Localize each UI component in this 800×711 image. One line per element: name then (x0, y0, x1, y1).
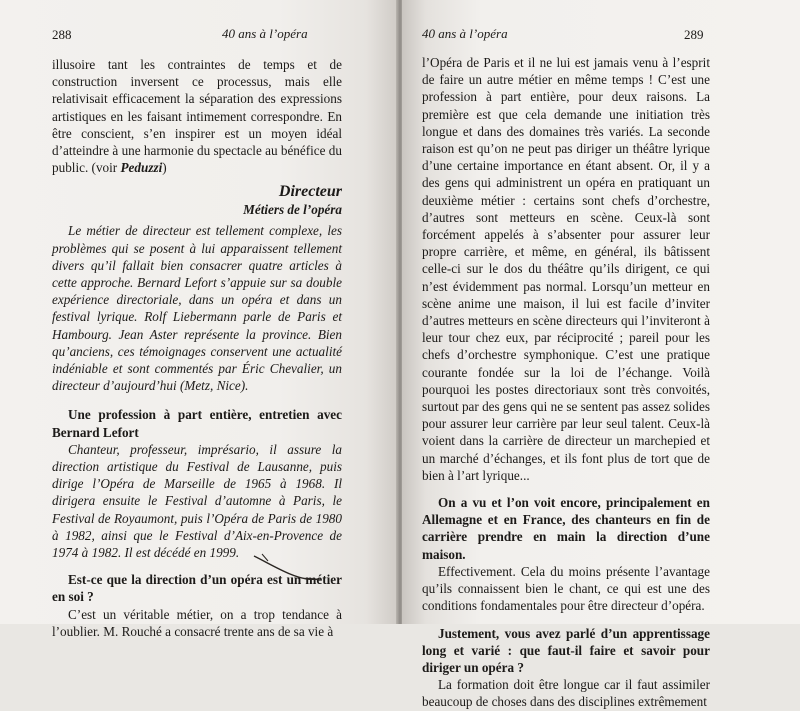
intro-paragraph (52, 56, 342, 176)
question-2: On a vu et l’on voit encore, principalement en Allemagne et en France, des chanteurs en fin de carrière prendre en main la direction d’une maison. (422, 495, 710, 562)
biography: Chanteur, professeur, imprésario, il assure la direction artistique du Festival de Lausanne, puis dirige l’Opéra de Marseille de 1965 à 1968. Il dirigera ensuite le Festival d’automne à Paris, le Festival de Royaumont, puis l’Opéra de Paris de 1980 à 1982, ainsi que le Festival d’Aix-en-Provence de 1974 à 1982. Il est décédé en 1999. (52, 441, 342, 561)
pen-mark-icon (252, 552, 322, 582)
section-title: Directeur (278, 183, 342, 201)
italic-introduction: Le métier de directeur est tellement complexe, les problèmes qui se posent à lui apparaissent tellement divers qu’il fallait bien consacrer quatre articles à cette approche. Bernard Lefort s’appuie sur sa double expérience directoriale, dans un opéra et dans un festival lyrique. Rolf Liebermann parle de Paris et Hambourg. Jean Aster représente la province. Bien qu’anciens, ces témoignages conservent une actualité indéniable et sont commentés par Éric Chevalier, un directeur d’aujourd’hui (Metz, Nice). (52, 223, 342, 394)
answer-1-continued: l’Opéra de Paris et il ne lui est jamais venu à l’esprit de faire un autre métier en même temps ! C’est une profession à part entière, pour deux raisons. La première est que cela demande une initiation très longue et dans des domaines très variés. La seconde raison est qu’on ne peut pas diriger un théâtre lyrique d’une certaine importance en étant absent. Or, il y a des gens qui administrent un opéra en pratiquant un deuxième métier : certains sont chefs d’orchestre, d’autres sont metteurs en scène. Ceux-là sont forcément appelés à s’absenter pour assurer leur propre carrière, et même, en général, ils bâtissent celle-ci sur le dos du théâtre qu’ils dirigent, ce qui n’est évidemment pas normal. Lorsqu’un metteur en scène anime une maison, il lui est facile d’inviter d’autres metteurs en scène directeurs qui l’inviteront à leur tour chez eux, par réciprocité ; pareil pour les chefs d’orchestre symphonique. C’est une pratique courante fondée sur la loi de l’échange. Voilà pourquoi les postes directoriaux sont très convoités, surtout par des gens qui ne se sentent pas assez solides pour assurer leur carrière par leur seul talent. Ceux-là voient dans la carrière de directeur un marchepied et un marché d’échanges, et ils font plus de tort que de bien à l’art lyrique... (422, 55, 710, 483)
left-page (0, 0, 398, 639)
intro-text: illusoire tant les contraintes de temps et de construction inversent ce processus, mais elle relativisait efficacement la séparation des expressions artistiques en les faisant intimement correspondre. En être conscient, s’en inspirer est un moyen idéal d’atteindre à une harmonie du spectacle au bénéfice du public. (voir (52, 57, 342, 176)
question-1: Est-ce que la direction d’un opéra est un métier en soi ? (52, 572, 342, 605)
answer-3-start: La formation doit être longue car il faut assimiler beaucoup de choses dans des disciplines extrêmement (422, 677, 710, 710)
answer-1-start: C’est un véritable métier, on a trop tendance à l’oublier. M. Rouché a consacré trente ans de sa vie à (52, 606, 342, 639)
cross-reference: Peduzzi (120, 160, 163, 176)
right-text-column (422, 54, 710, 711)
answer-2: Effectivement. Cela du moins présente l’avantage qu’ils connaissent bien le chant, ce qui est une des conditions fondamentales pour être directeur d’opéra. (422, 563, 710, 614)
intro-close: ) (162, 160, 167, 176)
right-running-head: 40 ans à l’opéra (422, 26, 508, 41)
section-heading (52, 182, 342, 218)
right-page-number: 289 (684, 27, 704, 42)
interview-heading: Une profession à part entière, entretien avec Bernard Lefort (52, 407, 342, 440)
right-page (402, 0, 800, 710)
left-running-head: 40 ans à l’opéra (222, 26, 308, 41)
question-3: Justement, vous avez parlé d’un apprentissage long et varié : que faut-il faire et savoir pour diriger un opéra ? (422, 625, 710, 675)
section-subtitle: Métiers de l’opéra (243, 202, 342, 218)
left-page-number: 288 (52, 27, 72, 42)
